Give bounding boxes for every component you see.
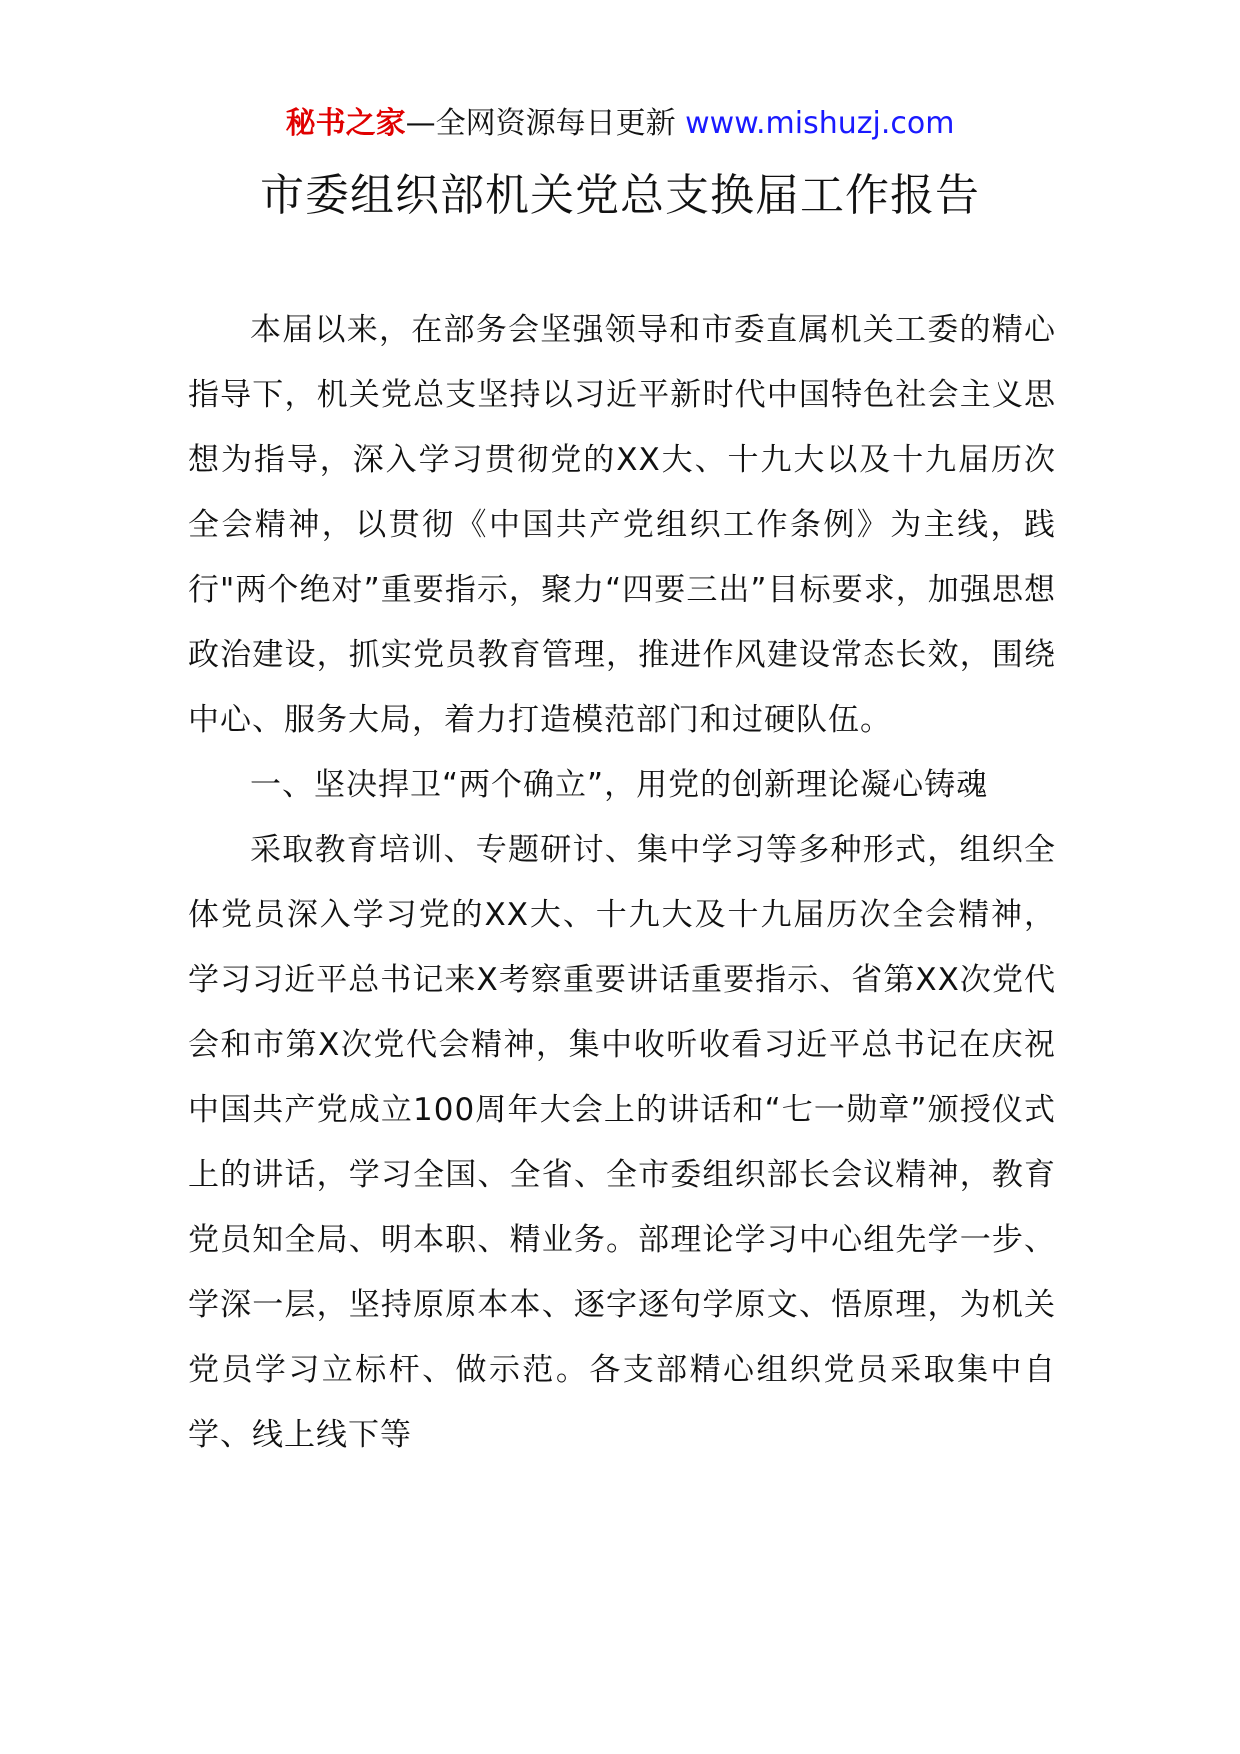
site-url-link[interactable]: www.mishuzj.com — [685, 106, 955, 141]
section-heading: 一、坚决捍卫“两个确立”，用党的创新理论凝心铸魂 — [250, 767, 989, 803]
site-banner — [0, 104, 1240, 144]
site-tagline: —全网资源每日更新 — [405, 106, 686, 141]
body-paragraph: 采取教育培训、专题研讨、集中学习等多种形式，组织全体党员深入学习党的XX大、十九大及十九届历次全会精神，学习习近平总书记来X考察重要讲话重要指示、省第XX次党代会和市第X次党代会精神，集中收听收看习近平总书记在庆祝中国共产党成立100周年大会上的讲话和“七一勋章”颁授仪式上的讲话，学习全国、全省、全市委组织部长会议精神，教育党员知全局、明本职、精业务。部理论学习中心组先学一步、学深一层，坚持原原本本、逐字逐句学原文、悟原理，为机关党员学习立标杆、做示范。各支部精心组织党员采取集中自学、线上线下等 — [188, 832, 1056, 1453]
site-brand: 秘书之家 — [285, 106, 406, 141]
document-title: 市委组织部机关党总支换届工作报告 — [260, 170, 980, 221]
body-paragraph: 本届以来，在部务会坚强领导和市委直属机关工委的精心指导下，机关党总支坚持以习近平新时代中国特色社会主义思想为指导，深入学习贯彻党的XX大、十九大以及十九届历次全会精神，以贯彻《中国共产党组织工作条例》为主线，践行"两个绝对”重要指示，聚力“四要三出”目标要求，加强思想政治建设，抓实党员教育管理，推进作风建设常态长效，围绕中心、服务大局，着力打造模范部门和过硬队伍。 — [188, 312, 1056, 738]
document-body — [188, 298, 1056, 1468]
